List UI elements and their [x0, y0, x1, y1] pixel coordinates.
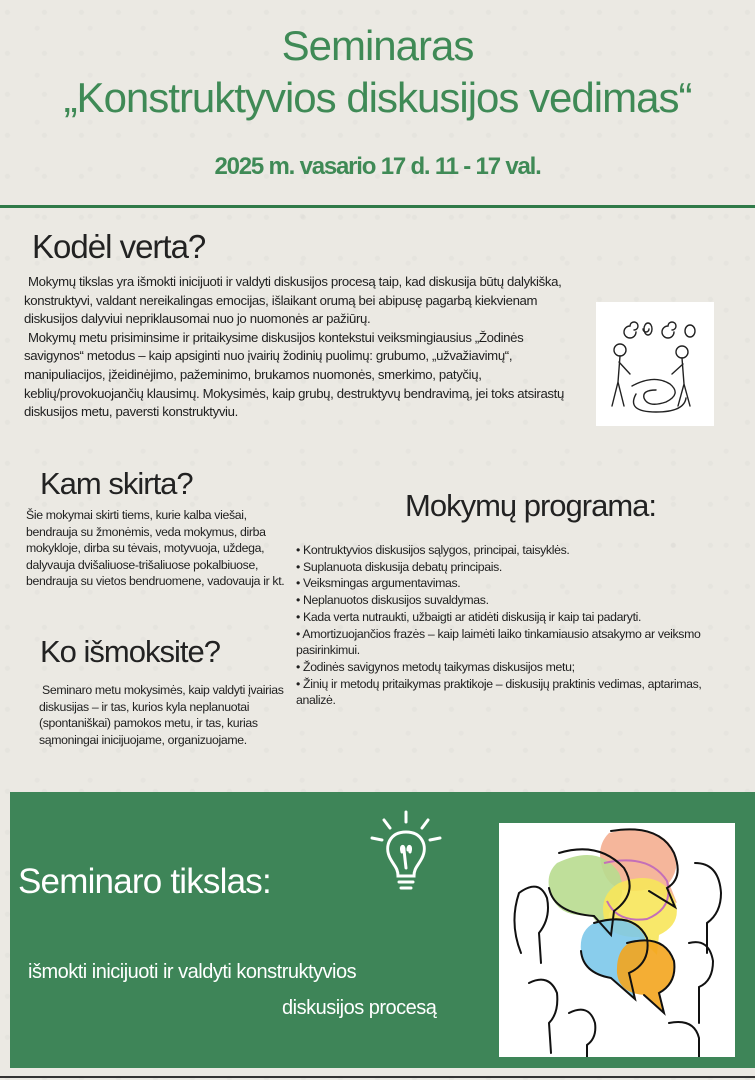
list-item: • Suplanuota diskusija debatų principais. [296, 559, 736, 576]
bottom-border [0, 1076, 755, 1078]
list-item: • Žinių ir metodų pritaikymas praktikoje – diskusijų praktinis vedimas, aptarimas, analizė. [296, 676, 736, 709]
arguing-people-illustration [596, 302, 714, 426]
speech-bubbles-illustration [499, 823, 735, 1057]
learn-text [39, 682, 289, 748]
list-item: • Kontruktyvios diskusijos sąlygos, principai, taisyklės. [296, 542, 736, 559]
learn-text-body: Seminaro metu mokysimės, kaip valdyti įvairias diskusijas – ir tas, kurios kyla neplanuotai (spontaniškai) pamokos metu, ir tas, kurias sąmoningai inicijuojame, organizuojame. [39, 683, 284, 747]
program-list [296, 542, 736, 709]
program-heading: Mokymų programa: [405, 488, 657, 523]
goal-heading: Seminaro tikslas: [18, 862, 271, 901]
goal-text-line2: diskusijos procesą [282, 997, 437, 1019]
why-heading: Kodėl verta? [32, 228, 206, 265]
audience-text: Šie mokymai skirti tiems, kurie kalba viešai, bendrauja su žmonėmis, veda mokymus, dirba mokykloje, dirba su tėvais, motyvuoja, uždega, dalyvauja dvišaliuose-trišaliuose pokalbiuose, bendrauja su vietos bendruomene, vadovauja ir kt. [26, 508, 285, 589]
page-title-line1: Seminaras [281, 22, 474, 69]
list-item: • Veiksmingas argumentavimas. [296, 575, 736, 592]
learn-heading: Ko išmoksite? [40, 634, 220, 669]
list-item: • Kada verta nutraukti, užbaigti ar atidėti diskusiją ir kaip tai padaryti. [296, 609, 736, 626]
why-text [24, 273, 564, 422]
list-item: • Žodinės savigynos metodų taikymas diskusijos metu; [296, 659, 736, 676]
list-item: • Amortizuojančios frazės – kaip laimėti laiko tinkamiausio atsakymo ar veiksmo pasirinkimui. [296, 626, 736, 659]
goal-text-line1: išmokti inicijuoti ir valdyti konstruktyvios [28, 961, 357, 983]
audience-heading: Kam skirta? [40, 466, 193, 501]
list-item: • Neplanuotos diskusijos suvaldymas. [296, 592, 736, 609]
header-divider [0, 205, 755, 208]
why-paragraph-2: Mokymų metu prisiminsime ir pritaikysime diskusijos kontekstui veiksmingiausius „Žodinės savigynos“ metodus – kaip apsiginti nuo įvairių žodinių puolimų: grubumo, „užvažiavimų“, manipuliacijos, įžeidinėjimo, pažeminimo, brukamos nuomonės, smerkimo, patyčių, keblių/provokuojančių klausimų. Mokysimės, kaip grubų, destruktyvų bendravimą, jei toks atsirastų diskusijos metu, paversti konstruktyviu. [24, 329, 564, 420]
page-title-line2: „Konstruktyvios diskusijos vedimas“ [63, 74, 692, 121]
event-date: 2025 m. vasario 17 d. 11 - 17 val. [214, 153, 541, 180]
why-paragraph-1: Mokymų tikslas yra išmokti inicijuoti ir valdyti diskusijos procesą taip, kad diskusija būtų dalykiška, konstruktyvi, valdant nereikalingas emocijas, išlaikant orumą bei abipusę pagarbą kiekvienam diskusijos dalyviui nepriklausomai nuo jo nuomonės ar pažiūrų. [24, 274, 562, 327]
lightbulb-icon [366, 808, 446, 894]
